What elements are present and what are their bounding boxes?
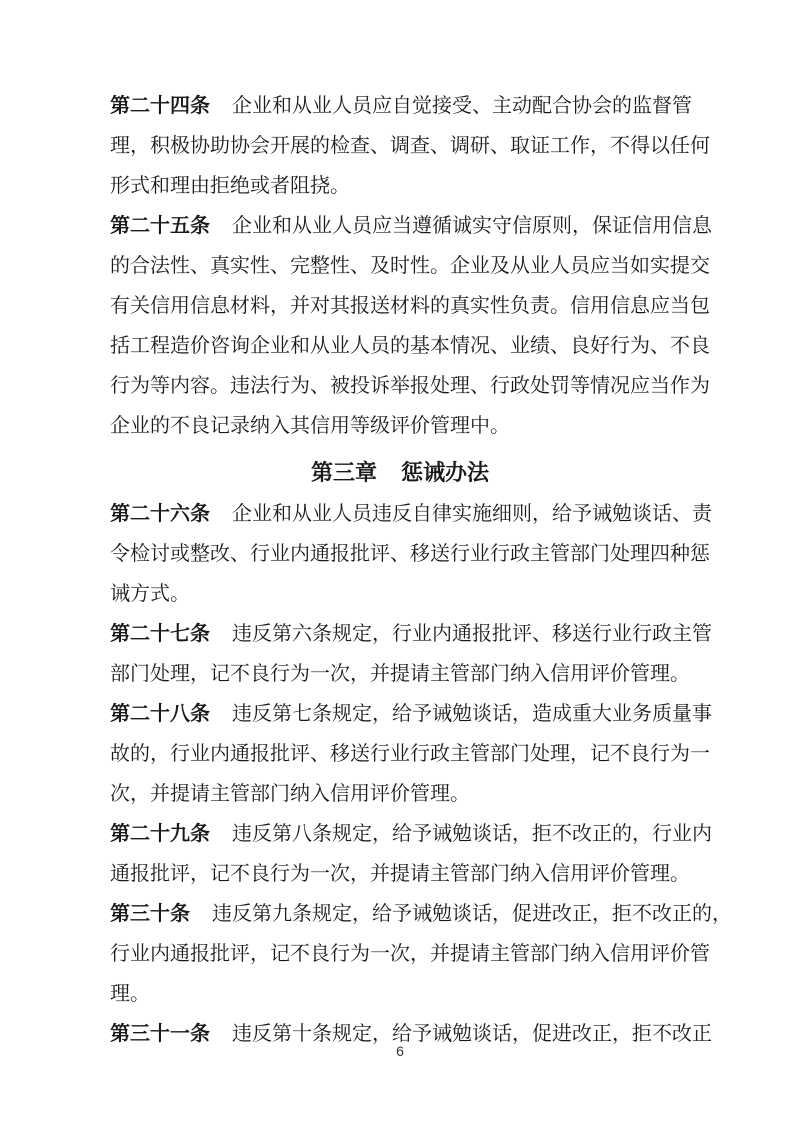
article-30-line-2: 行业内通报批评，记不良行为一次，并提请主管部门纳入信用评价管 (110, 941, 710, 965)
article-25-line-5: 行为等内容。违法行为、被投诉举报处理、行政处罚等情况应当作为 (110, 373, 710, 397)
article-28-line-1 (110, 699, 712, 727)
article-24-line-1 (110, 91, 692, 119)
article-30-line-3: 理。 (110, 981, 150, 1005)
article-24-text: 企业和从业人员应自觉接受、主动配合协会的监督管 (232, 93, 692, 117)
article-28-text: 违反第七条规定，给予诫勉谈话，造成重大业务质量事 (232, 701, 712, 725)
article-31-heading: 第三十一条 (110, 1021, 210, 1045)
article-27-text: 违反第六条规定，行业内通报批评、移送行业行政主管 (232, 621, 712, 645)
article-26-heading: 第二十六条 (110, 501, 210, 525)
article-26-line-1 (110, 499, 712, 527)
article-30-text: 违反第九条规定，给予诫勉谈话，促进改正，拒不改正的， (212, 901, 732, 925)
article-26-text: 企业和从业人员违反自律实施细则，给予诫勉谈话、责 (232, 501, 712, 525)
article-29-line-1 (110, 819, 712, 847)
article-24-line-2: 理，积极协助协会开展的检查、调查、调研、取证工作，不得以任何 (110, 133, 710, 157)
page-number: 6 (396, 1043, 404, 1059)
article-25-line-1 (110, 211, 712, 239)
article-25-line-6: 企业的不良记录纳入其信用等级评价管理中。 (110, 413, 510, 437)
article-31-text: 违反第十条规定，给予诫勉谈话，促进改正，拒不改正 (232, 1021, 712, 1045)
article-25-line-2: 的合法性、真实性、完整性、及时性。企业及从业人员应当如实提交 (110, 253, 710, 277)
chapter-title: 惩诫办法 (401, 460, 490, 486)
article-28-heading: 第二十八条 (110, 701, 210, 725)
article-30-heading: 第三十条 (110, 901, 190, 925)
article-25-line-4: 括工程造价咨询企业和从业人员的基本情况、业绩、良好行为、不良 (110, 333, 710, 357)
article-28-line-2: 故的，行业内通报批评、移送行业行政主管部门处理，记不良行为一 (110, 741, 710, 765)
article-25-heading: 第二十五条 (110, 213, 210, 237)
article-24-heading: 第二十四条 (110, 93, 210, 117)
article-26-line-3: 诫方式。 (110, 581, 190, 605)
article-25-line-3: 有关信用信息材料，并对其报送材料的真实性负责。信用信息应当包 (110, 293, 710, 317)
article-26-line-2: 令检讨或整改、行业内通报批评、移送行业行政主管部门处理四种惩 (110, 541, 710, 565)
article-27-line-2: 部门处理，记不良行为一次，并提请主管部门纳入信用评价管理。 (110, 661, 690, 685)
article-28-line-3: 次，并提请主管部门纳入信用评价管理。 (110, 781, 470, 805)
article-25-text: 企业和从业人员应当遵循诚实守信原则，保证信用信息 (232, 213, 712, 237)
article-24-line-3: 形式和理由拒绝或者阻挠。 (110, 173, 350, 197)
article-27-line-1 (110, 619, 712, 647)
chapter-number: 第三章 (310, 460, 377, 486)
article-29-heading: 第二十九条 (110, 821, 210, 845)
article-29-line-2: 通报批评，记不良行为一次，并提请主管部门纳入信用评价管理。 (110, 861, 690, 885)
article-30-line-1 (110, 899, 732, 927)
article-27-heading: 第二十七条 (110, 621, 210, 645)
chapter-heading (0, 458, 800, 488)
article-29-text: 违反第八条规定，给予诫勉谈话，拒不改正的，行业内 (232, 821, 712, 845)
